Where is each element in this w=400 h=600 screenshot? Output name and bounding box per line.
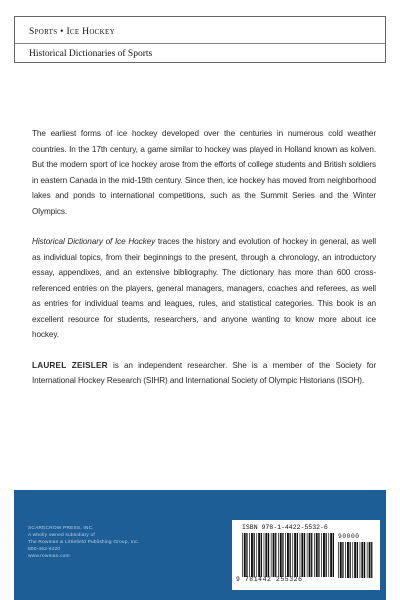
barcode-bar bbox=[357, 542, 358, 578]
barcode-bar bbox=[273, 533, 275, 577]
barcode-bar bbox=[316, 533, 318, 577]
barcode-bar bbox=[244, 533, 246, 577]
barcode-bar bbox=[367, 542, 368, 578]
barcode-bar bbox=[287, 533, 289, 577]
barcode-bar bbox=[314, 533, 315, 577]
category-bullet: • bbox=[60, 27, 64, 37]
publisher-website: www.rowman.com bbox=[28, 554, 70, 559]
barcode-bar bbox=[265, 533, 267, 577]
barcode-bar bbox=[307, 533, 308, 577]
barcode-bar bbox=[292, 533, 293, 577]
isbn-label: ISBN 978-1-4422-5532-6 bbox=[242, 524, 328, 531]
barcode-bar bbox=[304, 533, 305, 577]
barcode-bar bbox=[285, 533, 286, 577]
header-divider bbox=[15, 43, 385, 44]
publisher-name: SCARECROW PRESS, INC. bbox=[28, 526, 94, 531]
book-summary-text: traces the history and evolution of hockey in general, as well as individual topics, from their beginnings to the present, through a chronology, an introductory essay, appendixes, and an extensive bibliography. The dictionary has more than 600 cross-referenced entries on the players, general managers, managers, coaches and referees, as well as entries for individual teams and leagues, rules, and statistical categories. This book is an excellent resource for students, researchers, and anyone wanting to know more about ice hockey. bbox=[32, 237, 376, 339]
category-ice-hockey: Ice Hockey bbox=[66, 27, 115, 37]
barcode-bar bbox=[275, 533, 276, 577]
barcode-bar bbox=[345, 542, 346, 578]
barcode-bar bbox=[369, 542, 371, 578]
barcode-bar bbox=[282, 533, 283, 577]
ean-barcode-graphic bbox=[242, 533, 334, 577]
barcode-bar bbox=[352, 542, 353, 578]
barcode-bar bbox=[264, 533, 265, 577]
barcode-bar bbox=[338, 542, 339, 578]
publisher-footer bbox=[14, 490, 386, 600]
barcode-bar bbox=[330, 533, 332, 577]
barcode-bar bbox=[256, 533, 257, 577]
barcode-bar bbox=[251, 533, 253, 577]
barcode-bar bbox=[361, 542, 363, 578]
barcode-bar bbox=[268, 533, 269, 577]
ean-number: 9 781442 255326 bbox=[236, 576, 303, 583]
supplement-barcode-graphic bbox=[338, 542, 374, 578]
barcode-bar bbox=[309, 533, 311, 577]
barcode-bar bbox=[261, 533, 262, 577]
barcode-bar bbox=[318, 533, 319, 577]
back-cover-description bbox=[32, 126, 376, 404]
barcode-bar bbox=[258, 533, 260, 577]
publisher-info bbox=[28, 525, 139, 560]
publisher-parent: The Rowman & Littlefield Publishing Group, Inc. bbox=[28, 540, 140, 545]
author-name: LAUREL ZEISLER bbox=[32, 360, 108, 370]
barcode-bar bbox=[300, 533, 301, 577]
barcode-bar bbox=[347, 542, 349, 578]
publisher-phone: 800-462-6420 bbox=[28, 547, 61, 552]
barcode-bar bbox=[280, 533, 282, 577]
barcode-bar bbox=[360, 542, 361, 578]
supplement-number: 90000 bbox=[338, 533, 360, 540]
barcode-bar bbox=[301, 533, 303, 577]
barcode-bar bbox=[326, 533, 327, 577]
barcode-bar bbox=[290, 533, 291, 577]
barcode-bar bbox=[249, 533, 250, 577]
publisher-subsidiary-line: A wholly owned subsidiary of bbox=[28, 533, 95, 538]
barcode-bar bbox=[333, 533, 334, 577]
barcode-bar bbox=[278, 533, 279, 577]
barcode-bar bbox=[297, 533, 298, 577]
barcode-bar bbox=[364, 542, 365, 578]
barcode-bar bbox=[371, 542, 372, 578]
series-header-box bbox=[14, 16, 386, 63]
barcode-bar bbox=[340, 542, 342, 578]
book-title-italic: Historical Dictionary of Ice Hockey bbox=[32, 237, 156, 246]
barcode-bar bbox=[328, 533, 329, 577]
category-sports: Sports bbox=[29, 27, 58, 37]
category-line bbox=[29, 25, 385, 39]
barcode-bar bbox=[323, 533, 325, 577]
author-bio-text: is an independent researcher. She is a member of the Society for International Hockey Research (SIHR) and International Society of Olympic Historians (ISOH). bbox=[32, 360, 376, 385]
barcode-bar bbox=[246, 533, 247, 577]
author-bio-paragraph bbox=[32, 358, 376, 389]
barcode-panel bbox=[232, 520, 380, 590]
series-title: Historical Dictionaries of Sports bbox=[29, 49, 153, 59]
barcode-bar bbox=[321, 533, 322, 577]
barcode-bar bbox=[354, 542, 356, 578]
barcode-bar bbox=[350, 542, 351, 578]
barcode-bar bbox=[294, 533, 296, 577]
barcode-bar bbox=[254, 533, 255, 577]
intro-paragraph: The earliest forms of ice hockey developed over the centuries in numerous cold weather countries. In the 17th century, a game similar to hockey was played in Holland known as kolven. But the modern sport of ice hockey arose from the efforts of college students and British soldiers in eastern Canada in the mid-19th century. Since then, ice hockey has moved from neighborhood lakes and ponds to international competitions, such as the Summit Series and the Winter Olympics. bbox=[32, 129, 376, 216]
book-summary-paragraph bbox=[32, 234, 376, 343]
barcode-bar bbox=[342, 542, 343, 578]
barcode-bar bbox=[271, 533, 272, 577]
barcode-bar bbox=[242, 533, 243, 577]
barcode-bar bbox=[311, 533, 312, 577]
